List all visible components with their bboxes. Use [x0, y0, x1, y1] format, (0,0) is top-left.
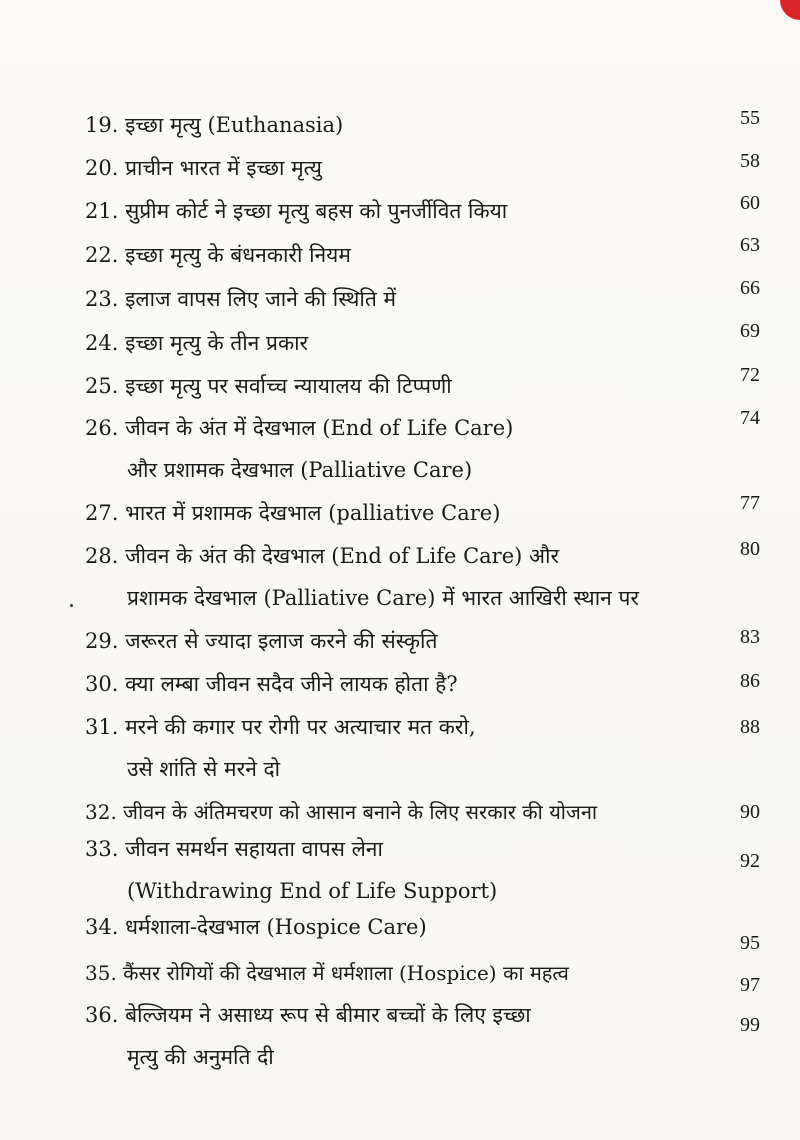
toc-title: 24. इच्छा मृत्यु के तीन प्रकार	[85, 331, 309, 355]
toc-page-35: 97	[740, 974, 760, 996]
toc-entry-29	[85, 628, 765, 654]
toc-page-25: 72	[740, 364, 760, 386]
toc-page-31: 88	[740, 716, 760, 738]
toc-title: 20. प्राचीन भारत में इच्छा मृत्यु	[85, 156, 322, 180]
toc-title-continuation: (Withdrawing End of Life Support)	[127, 879, 498, 903]
toc-entry-27	[85, 500, 765, 526]
toc-page-21: 60	[740, 192, 760, 214]
toc-page-36: 99	[740, 1014, 760, 1036]
toc-entry-30	[85, 671, 765, 697]
toc-entry-23	[85, 286, 765, 312]
toc-title: 27. भारत में प्रशामक देखभाल (palliative Care)	[85, 501, 501, 525]
toc-page-26: 74	[740, 407, 760, 429]
toc-title: 29. जरूरत से ज्यादा इलाज करने की संस्कृति	[85, 629, 438, 653]
toc-page-29: 83	[740, 626, 760, 648]
toc-title: 19. इच्छा मृत्यु (Euthanasia)	[85, 113, 344, 137]
toc-title: 22. इच्छा मृत्यु के बंधनकारी नियम	[85, 243, 351, 267]
red-corner-mark	[780, 0, 800, 20]
toc-title: 33. जीवन समर्थन सहायता वापस लेना	[85, 837, 383, 861]
toc-entry-35	[85, 960, 765, 986]
toc-title-continuation: और प्रशामक देखभाल (Palliative Care)	[127, 458, 473, 482]
toc-page-33: 92	[740, 850, 760, 872]
toc-title: 21. सुप्रीम कोर्ट ने इच्छा मृत्यु बहस को पुनर्जीवित किया	[85, 199, 508, 223]
toc-title-continuation: उसे शांति से मरने दो	[127, 757, 281, 781]
toc-title: 32. जीवन के अंतिमचरण को आसान बनाने के लिए सरकार की योजना	[85, 800, 598, 824]
toc-page-32: 90	[740, 801, 760, 823]
toc-title: 35. कैंसर रोगियों की देखभाल में धर्मशाला (Hospice) का महत्व	[85, 961, 569, 985]
toc-entry-24	[85, 330, 765, 356]
toc-page-28: 80	[740, 538, 760, 560]
toc-page-22: 63	[740, 234, 760, 256]
toc-entry-28	[85, 543, 765, 611]
toc-title: 25. इच्छा मृत्यु पर सर्वाच्च न्यायालय की टिप्पणी	[85, 374, 452, 398]
toc-entry-19	[85, 112, 765, 138]
toc-title: 26. जीवन के अंत में देखभाल (End of Life Care)	[85, 416, 514, 440]
toc-page-23: 66	[740, 277, 760, 299]
toc-page-34: 95	[740, 932, 760, 954]
toc-title: 23. इलाज वापस लिए जाने की स्थिति में	[85, 287, 397, 311]
toc-page-20: 58	[740, 150, 760, 172]
toc-entry-20	[85, 155, 765, 181]
toc-entry-22	[85, 242, 765, 268]
toc-entry-34	[85, 914, 765, 940]
toc-title: 31. मरने की कगार पर रोगी पर अत्याचार मत करो,	[85, 715, 476, 739]
toc-title-continuation: मृत्यु की अनुमति दी	[127, 1045, 274, 1069]
toc-entry-31	[85, 714, 765, 782]
toc-title: 34. धर्मशाला-देखभाल (Hospice Care)	[85, 915, 427, 939]
toc-entry-33	[85, 836, 765, 904]
toc-title: 36. बेल्जियम ने असाध्य रूप से बीमार बच्चों के लिए इच्छा	[85, 1003, 531, 1027]
toc-entry-21	[85, 198, 765, 224]
toc-entry-36	[85, 1002, 765, 1070]
toc-page-19: 55	[740, 107, 760, 129]
toc-page-27: 77	[740, 492, 760, 514]
stray-dot	[70, 604, 73, 607]
toc-page-24: 69	[740, 320, 760, 342]
toc-entry-26	[85, 415, 765, 483]
toc-title: 30. क्या लम्बा जीवन सदैव जीने लायक होता है?	[85, 672, 458, 696]
toc-page-30: 86	[740, 670, 760, 692]
toc-title-continuation: प्रशामक देखभाल (Palliative Care) में भारत आखिरी स्थान पर	[127, 586, 639, 610]
toc-entry-32	[85, 799, 765, 825]
toc-title: 28. जीवन के अंत की देखभाल (End of Life Care) और	[85, 544, 560, 568]
toc-entry-25	[85, 373, 765, 399]
